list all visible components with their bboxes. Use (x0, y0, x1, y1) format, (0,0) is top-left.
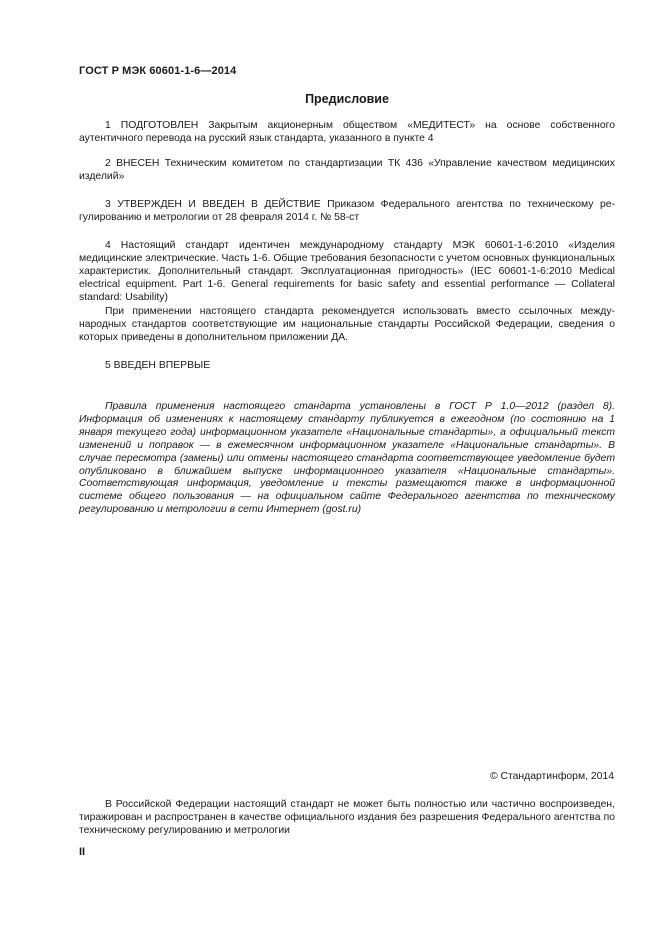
foreword-item-1: 1 ПОДГОТОВЛЕН Закрытым акционерным обществом «МЕДИТЕСТ» на основе собственного аутентичного перевода на русский язык стандарта, указанного в пункте 4 (79, 120, 615, 144)
foreword-item-3: 3 УТВЕРЖДЕН И ВВЕДЕН В ДЕЙСТВИЕ Приказом Федерального агентства по техническому регулированию и метрологии от 28 февраля 2014 г. № 58-ст (79, 199, 615, 223)
page-title: Предисловие (305, 92, 389, 106)
foreword-item-4-note: При применении настоящего стандарта рекомендуется использовать вместо ссылочных международных стандартов соответствующие им национальные стандарты Российской Федерации, сведения о которых приведены в дополнительном приложении ДА. (79, 306, 615, 343)
application-rules-notice: Правила применения настоящего стандарта установлены в ГОСТ Р 1.0—2012 (раздел 8). Информация об изменениях к настоящему стандарту публикуется в ежегодном (по состоянию на 1 января текущего года) информационном указателе «Национальные стандарты», а официальный текст изменений и поправок — в ежемесячном информационном указателе «Национальные стандарты». В случае пересмотра (замены) или отмены настоящего стандарта соответствующее уведомление будет опубликовано в ближайшем выпуске информационного указателя «Национальные стандарты». Соответствующая информация, уведомление и тексты размещаются также в информационной системе общего пользования — на официальном сайте Федерального агентства по техническому регулированию и метрологии в сети Интернет (gost.ru) (79, 401, 615, 516)
reproduction-notice: В Российской Федерации настоящий стандарт не может быть полностью или частично воспроизведен, тиражирован и распространен в качестве официального издания без разрешения Федерального агентства по техническому регулированию и метрологии (79, 799, 615, 836)
page-number: II (79, 846, 86, 858)
foreword-item-4: 4 Настоящий стандарт идентичен международному стандарту МЭК 60601-1-6:2010 «Изделия медицинские электрические. Часть 1-6. Общие требования безопасности с учетом основных функциональных характеристик. Дополнительный стандарт. Эксплуатационная пригодность» (IEC 60601-1-6:2010 Medical electrical equipment. Part 1-6. General requirements for basic safety and essential performance — Collateral standard: Usability) (79, 240, 615, 303)
foreword-item-5: 5 ВВЕДЕН ВПЕРВЫЕ (105, 360, 211, 371)
copyright-line: © Стандартинформ, 2014 (489, 771, 614, 782)
document-code-header: ГОСТ Р МЭК 60601-1-6—2014 (79, 65, 237, 77)
foreword-item-2: 2 ВНЕСЕН Техническим комитетом по стандартизации ТК 436 «Управление качеством медицинских изделий» (79, 158, 615, 182)
